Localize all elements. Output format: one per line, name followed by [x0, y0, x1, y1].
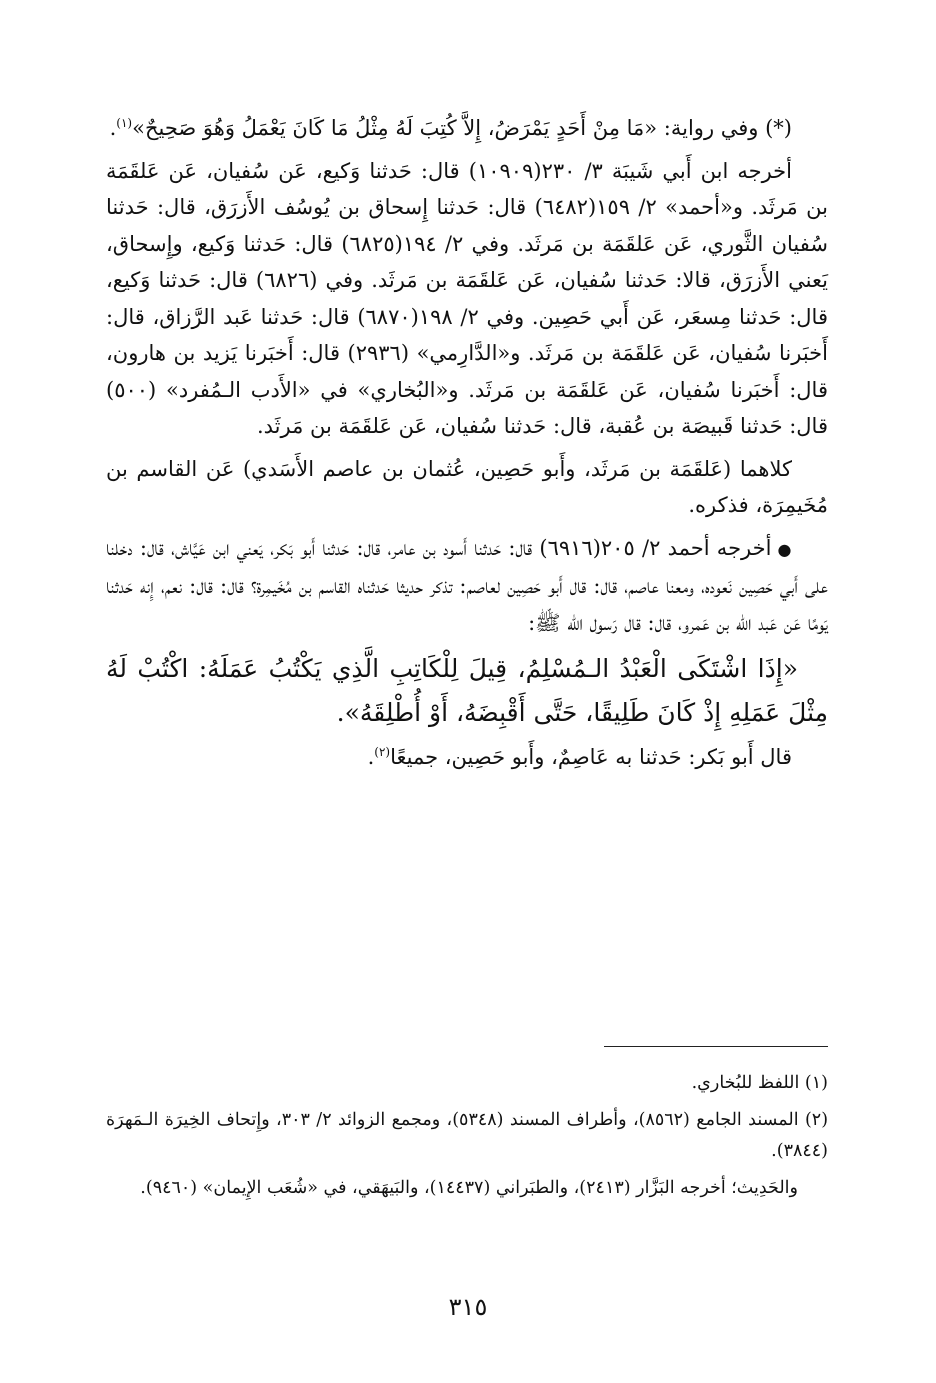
footnote-ref-2: (٢): [374, 745, 391, 759]
paragraph-chain-summary: كلاهما (عَلقَمَة بن مَرثَد، وأَبو حَصِين، عُثمان بن عاصم الأَسَدي) عَن القاسم بن مُخَيمِرَة، فذكره.: [106, 456, 828, 517]
page-number: ٣١٥: [448, 1293, 488, 1321]
paragraph-ahmad-narration: [106, 530, 828, 642]
punctuation: .: [367, 745, 375, 769]
hadith-text: «إِذَا اشْتَكَى الْعَبْدُ الـمُسْلِمُ، قِيلَ لِلْكَاتِبِ الَّذِي يَكْتُبُ عَمَلَهُ: اكْتُبْ لَهُ مِثْلَ عَمَلِهِ إِذْ كَانَ طَلِيقًا، حَتَّى أَقْبِضَهُ، أَوْ أُطْلِقَهُ».: [106, 654, 828, 727]
footnote-ref-1: (١): [116, 116, 133, 130]
footnote-3: والحَدِيث؛ أخرجه البَزَّار (٢٤١٣)، والطبَراني (١٤٤٣٧)، والبَيهَقي، في «شُعَب الإِيمان» (٩٤٦٠).: [140, 1178, 798, 1198]
bullet-icon: ●: [777, 539, 792, 559]
main-text: [106, 110, 828, 782]
ahmad-narration-text: أخرجه أحمد ٢/ ٢٠٥(٦٩١٦) قال: حَدثنا أَسود بن عامر، قال: حَدثنا أَبو بَكر، يَعني ابن عَيَّاش، قال: دخلنا على أَبي حَصِين نَعوده، ومعنا عاصم، قال: قال أَبو حَصِين لعاصم: تذكر حديثا حَدثناه القاسم بن مُخَيمِرة؟ قال: قال: نعم، إِنه حَدثنا يَومًا عَن عَبد الله بن عَمرو، قال: قال رَسول الله ﷺ:: [106, 535, 828, 635]
footnote-2: (٢) المسند الجامع (٨٥٦٢)، وأطراف المسند (٥٣٤٨)، ومجمع الزوائد ٢/ ٣٠٣، وإِتحاف الخِيرَة الـمَهرَة (٣٨٤٤).: [106, 1110, 829, 1161]
punctuation: .: [109, 116, 117, 140]
closing-text: قال أَبو بَكر: حَدثنا به عَاصِمٌ، وأَبو حَصِين، جميعًا: [390, 745, 792, 769]
paragraph-variant-narration: [106, 110, 828, 147]
paragraph-closing: [106, 739, 828, 776]
footnote-divider: [604, 1046, 828, 1047]
footnotes: [106, 1068, 828, 1210]
footnote-1: (١) اللفظ للبُخاري.: [691, 1073, 828, 1093]
paragraph-takhrij: أخرجه ابن أَبي شَيبَة ٣/ ٢٣٠(١٠٩٠٩) قال: حَدثنا وَكيع، عَن سُفيان، عَن عَلقَمَة بن مَرثَد. و«أحمد» ٢/ ١٥٩(٦٤٨٢) قال: حَدثنا إِسحاق بن يُوسُف الأَزرَق، قال: حَدثنا سُفيان الثَّوري، عَن عَلقَمَة بن مَرثَد. وفي ٢/ ١٩٤(٦٨٢٥) قال: حَدثنا وَكيع، وإِسحاق، يَعني الأَزرَق، قالا: حَدثنا سُفيان، عَن عَلقَمَة بن مَرثَد. وفي (٦٨٢٦) قال: حَدثنا وَكيع، قال: حَدثنا مِسعَر، عَن أَبي حَصِين. وفي ٢/ ١٩٨(٦٨٧٠) قال: حَدثنا عَبد الرَّزاق، قال: أَخبَرنا سُفيان، عَن عَلقَمَة بن مَرثَد. و«الدَّارِمي» (٢٩٣٦) قال: أَخبَرنا يَزيد بن هارون، قال: أَخبَرنا سُفيان، عَن عَلقَمَة بن مَرثَد. و«البُخاري» في «الأَدب الـمُفرد» (٥٠٠) قال: حَدثنا قَبيصَة بن عُقبة، قال: حَدثنا سُفيان، عَن عَلقَمَة بن مَرثَد.: [106, 158, 828, 438]
variant-narration-text: (*) وفي رواية: «مَا مِنْ أَحَدٍ يَمْرَضُ، إِلاَّ كُتِبَ لَهُ مِثْلُ مَا كَانَ يَعْمَلُ وَهُوَ صَحِيحٌ»: [132, 116, 792, 140]
